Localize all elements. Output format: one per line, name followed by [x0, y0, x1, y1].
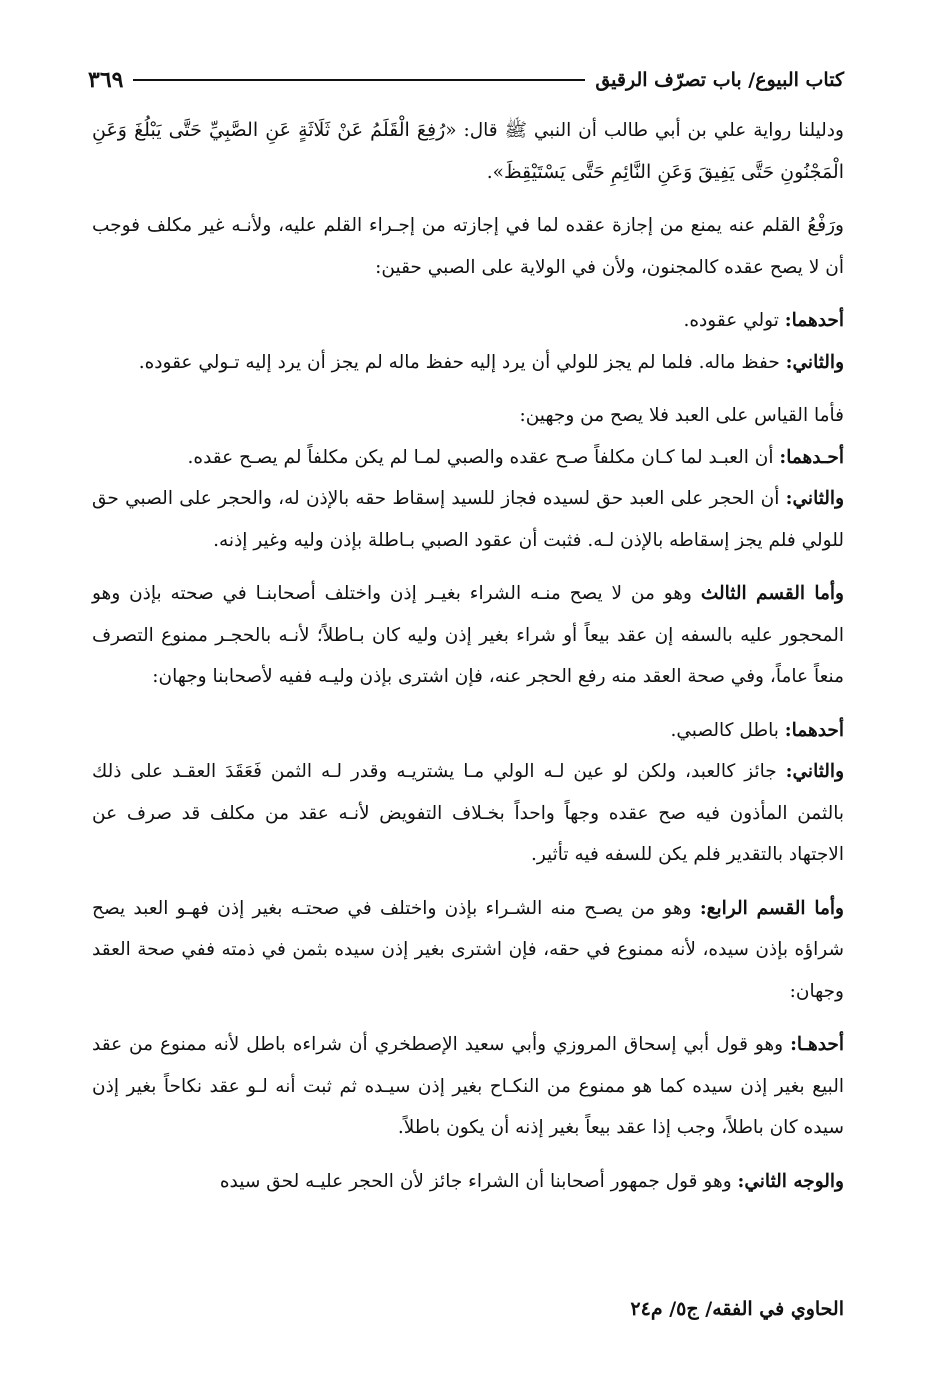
- paragraph-text: ودليلنا رواية علي بن أبي طالب أن النبي ﷺ قال: «: [445, 120, 844, 141]
- header-rule: [133, 79, 585, 81]
- paragraph: [92, 342, 844, 384]
- chapter-title: كتاب البيوع/ باب تصرّف الرقيق: [595, 69, 844, 91]
- paragraph-lead: وأما القسم الرابع:: [699, 897, 844, 919]
- paragraph: [92, 300, 844, 342]
- paragraph: [92, 437, 844, 479]
- paragraph-lead: والوجه الثاني:: [737, 1170, 844, 1192]
- paragraph: [92, 573, 844, 698]
- paragraph-lead: والثاني:: [785, 488, 844, 509]
- paragraph-text: وهو من لا يصح منـه الشراء بغيـر إذن واختلف أصحابنـا في صحته بإذن وهو المحجور عليه بالسفه إن عقد بيعاً أو شراء بغير إذن وليه كان بـاطلاً؛ لأنـه بالحجـر ممنوع التصرف منعاً عاماً، وفي صحة العقد منه رفع الحجر عنه، فإن اشترى بإذن وليـه ففيه لأصحابنا وجهان:: [92, 583, 844, 687]
- paragraph: [92, 478, 844, 561]
- paragraph: [92, 888, 844, 1013]
- paragraph: [92, 110, 844, 193]
- paragraph: [92, 205, 844, 288]
- paragraph: [92, 751, 844, 876]
- paragraph-lead: أحـدهما:: [779, 446, 844, 468]
- paragraph-text: وهو قول جمهور أصحابنا أن الشراء جائز لأن الحجر عليـه لحق سيده: [219, 1170, 738, 1192]
- paragraph-lead: أحدهـا:: [790, 1034, 844, 1055]
- paragraph-text: باطل كالصبي.: [670, 719, 785, 741]
- quote-close: ».: [486, 161, 504, 183]
- signature-mark: الحاوي في الفقه/ ج٥/ م٢٤: [630, 1298, 844, 1320]
- page-body: [92, 110, 844, 1202]
- paragraph-text: وهو قول أبي إسحاق المروزي وأبي سعيد الإصطخري أن شراءه باطل لأنه ممنوع من عقد البيع بغير إذن سيده كما هو ممنوع من النكـاح بغير إذن سيـده ثم ثبت أنه لـو عقد نكاحاً بغير إذن سيده كان باطلاً، وجب إذا عقد بيعاً بغير إذنه أن يكون باطلاً.: [92, 1034, 844, 1138]
- paragraph: [92, 1161, 844, 1203]
- paragraph-lead: وأما القسم الثالث: [700, 583, 844, 604]
- paragraph-lead: أحدهما:: [784, 719, 844, 741]
- paragraph-lead: والثاني:: [785, 761, 844, 782]
- paragraph-text: وهو من يصـح منه الشـراء بإذن واختلف في صحتـه بغير إذن فهـو العبد يصح شراؤه بإذن سيده، لأنه ممنوع في حقه، فإن اشترى بغير إذن سيده بثمن في ذمته ففي صحة العقد وجهان:: [92, 897, 844, 1002]
- page-number: ٣٦٩: [88, 67, 124, 93]
- paragraph-text: تولي عقوده.: [683, 310, 785, 331]
- running-header: [88, 58, 844, 102]
- paragraph: [92, 1024, 844, 1149]
- hadith-quote: رُفِعَ الْقَلَمُ عَنْ ثَلَاثَةٍ عَنِ الصَّبِيِّ حَتَّى يَبْلُغَ وَعَنِ الْمَجْنُونِ حَتَّى يَفِيقَ وَعَنِ النَّائِمِ حَتَّى يَسْتَيْقِظَ: [92, 119, 844, 183]
- paragraph-lead: والثاني:: [785, 351, 844, 373]
- paragraph: [92, 710, 844, 752]
- paragraph-lead: أحدهما:: [784, 310, 844, 331]
- paragraph-text: جائز كالعبد، ولكن لو عين لـه الولي مـا يشتريـه وقدر لـه الثمن فَعَقَدَ العقـد على ذلك بالثمن المأذون فيه صح عقده وجهاً واحداً بخـلاف التفويض لأنـه عقد من مكلف قد صرف عن الاجتهاد بالتقدير فلم يكن للسفه فيه تأثير.: [92, 761, 844, 865]
- paragraph-text: فأما القياس على العبد فلا يصح من وجهين:: [519, 405, 844, 426]
- paragraph-text: حفظ ماله. فلما لم يجز للولي أن يرد إليه حفظ ماله لم يجز أن يرد إليه تـولي عقوده.: [138, 351, 786, 373]
- paragraph-text: أن الحجر على العبد حق لسيده فجاز للسيد إسقاط حقه بالإذن له، والحجر على الصبي حق للولي فلم يجز إسقاطه بالإذن لـه. فثبت أن عقود الصبي بـاطلة بإذن وليه وغير إذنه.: [92, 488, 844, 551]
- paragraph-text: أن العبـد لما كـان مكلفاً صـح عقده والصبي لمـا لم يكن مكلفاً لم يصـح عقده.: [187, 446, 780, 468]
- paragraph-text: ورَفْعُ القلم عنه يمنع من إجازة عقده لما في إجازته من إجـراء القلم عليه، ولأنـه غير مكلف فوجب أن لا يصح عقده كالمجنون، ولأن في الولاية على الصبي حقين:: [92, 215, 844, 278]
- paragraph: [92, 395, 844, 437]
